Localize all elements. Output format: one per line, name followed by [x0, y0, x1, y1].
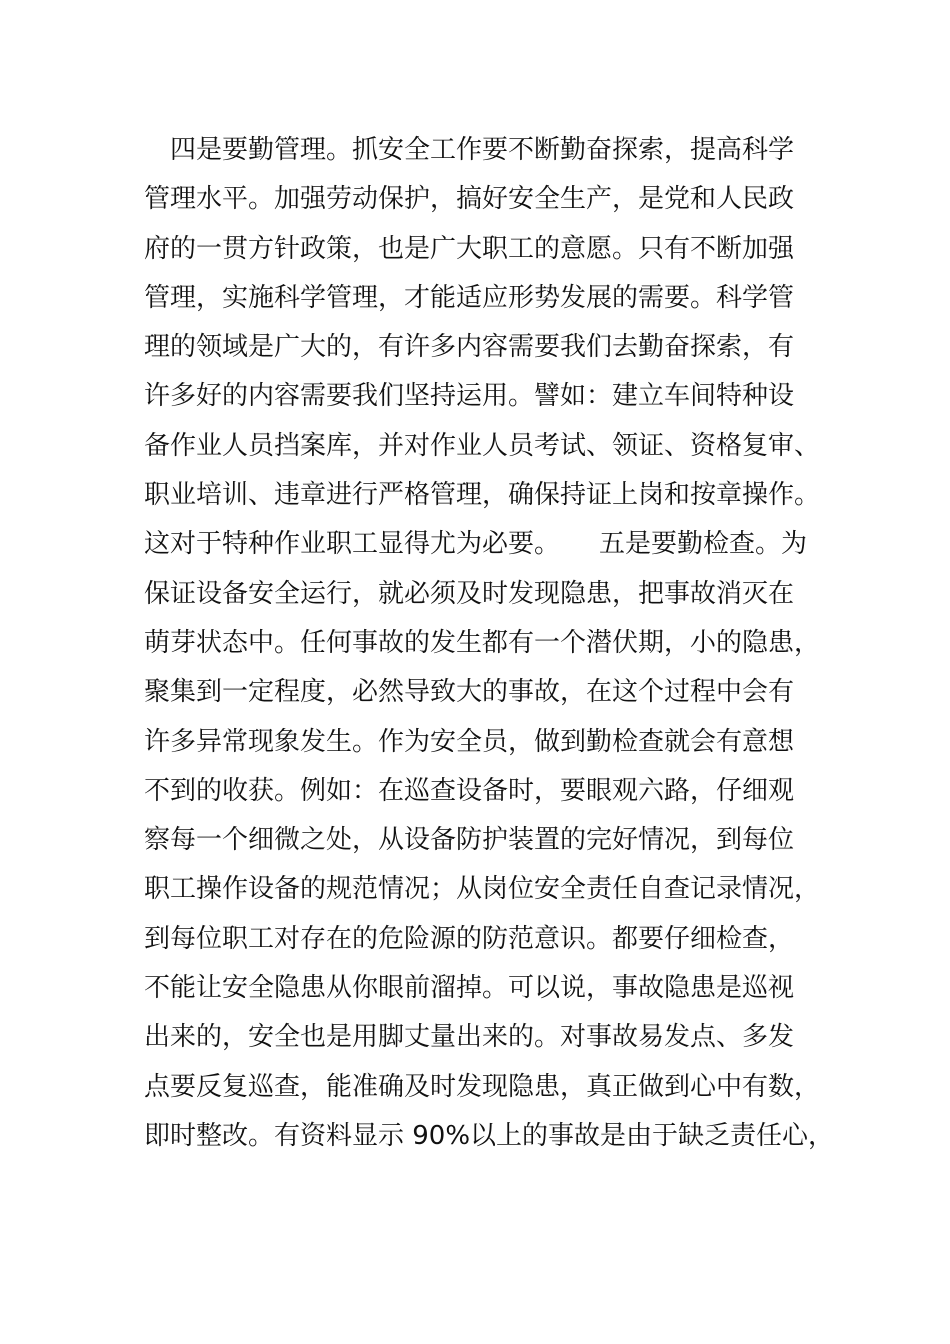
text-line: 理的领域是广大的，有许多内容需要我们去勤奋探索，有	[144, 332, 795, 363]
text-line: 管理水平。加强劳动保护，搞好安全生产，是党和人民政	[144, 184, 795, 215]
text-line: 不到的收获。例如：在巡查设备时，要眼观六路，仔细观	[144, 775, 795, 806]
text-line: 职业培训、违章进行严格管理，确保持证上岗和按章操作。	[144, 480, 821, 511]
text-line: 即时整改。有资料显示 90%以上的事故是由于缺乏责任心，	[144, 1120, 835, 1151]
text-line: 许多好的内容需要我们坚持运用。譬如：建立车间特种设	[144, 381, 795, 412]
text-line: 许多异常现象发生。作为安全员，做到勤检查就会有意想	[144, 726, 795, 757]
text-line: 府的一贯方针政策，也是广大职工的意愿。只有不断加强	[144, 233, 795, 264]
text-line: 保证设备安全运行，就必须及时发现隐患，把事故消灭在	[144, 578, 795, 609]
text-line: 四是要勤管理。抓安全工作要不断勤奋探索，提高科学	[144, 135, 795, 165]
text-line: 管理，实施科学管理，才能适应形势发展的需要。科学管	[144, 282, 795, 313]
text-line: 察每一个细微之处，从设备防护装置的完好情况，到每位	[144, 825, 795, 856]
text-line: 出来的，安全也是用脚丈量出来的。对事故易发点、多发	[144, 1022, 795, 1053]
text-line: 点要反复巡查，能准确及时发现隐患，真正做到心中有数，	[144, 1071, 821, 1102]
text-line: 职工操作设备的规范情况；从岗位安全责任自查记录情况，	[144, 874, 821, 905]
text-line: 聚集到一定程度，必然导致大的事故，在这个过程中会有	[144, 677, 795, 708]
text-line: 萌芽状态中。任何事故的发生都有一个潜伏期，小的隐患，	[144, 627, 821, 658]
body-text	[144, 126, 835, 1161]
text-line: 到每位职工对存在的危险源的防范意识。都要仔细检查，	[144, 923, 795, 954]
text-line: 备作业人员挡案库，并对作业人员考试、领证、资格复审、	[144, 430, 821, 461]
text-line: 不能让安全隐患从你眼前溜掉。可以说，事故隐患是巡视	[144, 973, 795, 1004]
text-line: 这对于特种作业职工显得尤为必要。 五是要勤检查。为	[144, 529, 808, 560]
